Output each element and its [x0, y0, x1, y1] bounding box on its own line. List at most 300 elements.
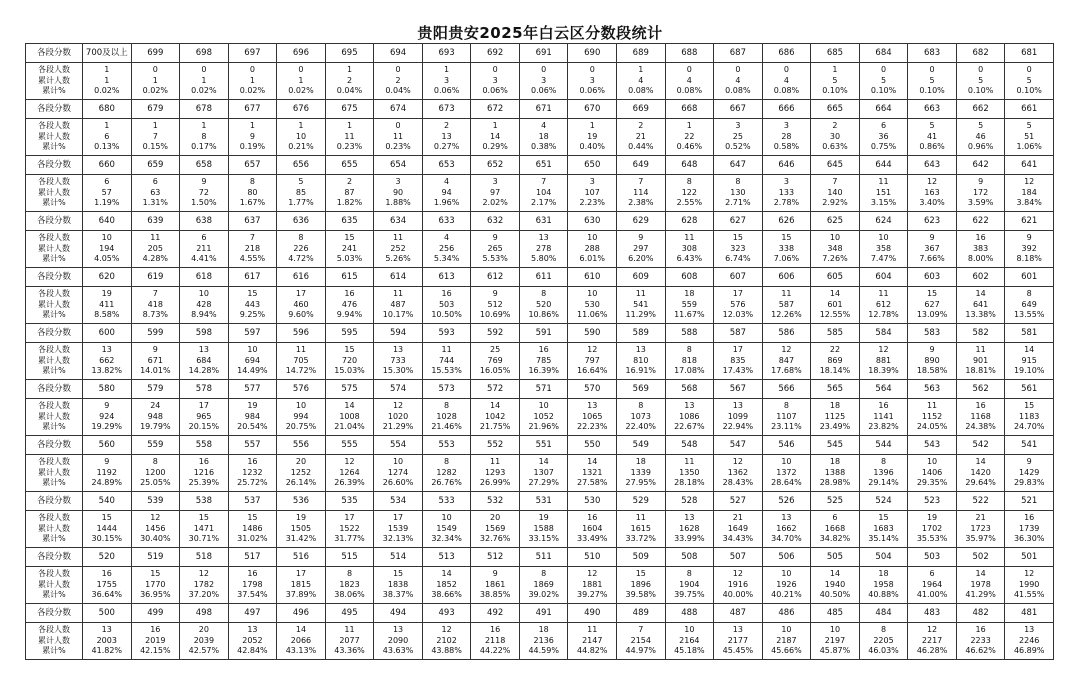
percent-value: 7.06% — [773, 254, 800, 264]
score-label-cell: 各段分数 — [26, 492, 83, 511]
count-value: 11 — [490, 457, 501, 467]
percent-value: 28.18% — [674, 478, 705, 488]
cumulative-value: 797 — [584, 355, 600, 365]
cumulative-value: 2118 — [484, 635, 506, 645]
score-cell: 584 — [859, 324, 908, 343]
data-cell — [325, 567, 374, 604]
count-value: 16 — [247, 457, 258, 467]
data-cell — [762, 119, 811, 156]
score-cell: 543 — [908, 436, 957, 455]
score-cell: 688 — [665, 44, 714, 63]
cumulative-label: 累计人数 — [38, 75, 70, 85]
data-cell — [228, 119, 277, 156]
score-cell: 541 — [1005, 436, 1054, 455]
data-cell — [811, 455, 860, 492]
count-value: 10 — [878, 233, 889, 243]
count-value: 0 — [395, 65, 401, 75]
count-value: 16 — [441, 289, 452, 299]
data-cell — [1005, 175, 1054, 212]
percent-value: 12.55% — [819, 310, 851, 320]
count-value: 9 — [104, 401, 110, 411]
cumulative-value: 1904 — [679, 579, 700, 589]
percent-value: 25.72% — [237, 478, 268, 488]
data-cell — [83, 175, 132, 212]
cumulative-value: 641 — [972, 299, 989, 309]
score-cell: 510 — [568, 548, 617, 567]
percent-value: 19.79% — [140, 422, 171, 432]
cumulative-label: 累计人数 — [38, 243, 70, 253]
cumulative-value: 924 — [99, 411, 115, 421]
score-cell: 586 — [762, 324, 811, 343]
score-cell: 536 — [277, 492, 326, 511]
percent-value: 4.41% — [191, 254, 217, 264]
data-cell — [519, 567, 568, 604]
cumulative-value: 1125 — [824, 411, 846, 421]
score-cell: 636 — [277, 212, 326, 231]
score-cell: 689 — [617, 44, 666, 63]
count-value: 8 — [541, 569, 547, 579]
cumulative-value: 10 — [295, 131, 307, 141]
cumulative-value: 2090 — [387, 635, 409, 645]
count-label: 各段人数 — [38, 457, 70, 467]
cumulative-value: 744 — [438, 355, 455, 365]
data-cell — [617, 399, 666, 436]
score-cell: 607 — [714, 268, 763, 287]
cumulative-value: 4 — [783, 75, 789, 85]
data-cell — [617, 511, 666, 548]
percent-value: 27.95% — [625, 478, 657, 488]
percent-value: 13.38% — [965, 310, 996, 320]
score-cell: 652 — [471, 156, 520, 175]
cumulative-value: 1 — [104, 75, 110, 85]
cumulative-value: 184 — [1021, 187, 1037, 197]
percent-value: 43.13% — [285, 646, 317, 656]
data-cell — [180, 63, 229, 100]
count-value: 6 — [152, 177, 158, 187]
cumulative-value: 114 — [633, 187, 649, 197]
percent-value: 0.75% — [870, 142, 897, 152]
percent-value: 3.40% — [919, 198, 945, 208]
cumulative-value: 662 — [99, 355, 115, 365]
score-cell: 562 — [956, 380, 1005, 399]
percent-value: 0.44% — [628, 142, 654, 152]
data-cell — [83, 511, 132, 548]
percent-value: 21.96% — [528, 422, 559, 432]
score-cell: 692 — [471, 44, 520, 63]
data-cell — [568, 455, 617, 492]
score-cell: 561 — [1005, 380, 1054, 399]
data-cell — [665, 343, 714, 380]
percent-value: 7.26% — [822, 254, 848, 264]
data-cell — [180, 287, 229, 324]
count-value: 1 — [104, 65, 110, 75]
count-value: 0 — [1026, 65, 1032, 75]
cumulative-value: 218 — [244, 243, 261, 253]
data-cell — [422, 399, 471, 436]
percent-value: 1.82% — [336, 198, 363, 208]
cumulative-value: 297 — [633, 243, 649, 253]
score-cell: 576 — [277, 380, 326, 399]
score-cell: 618 — [180, 268, 229, 287]
cumulative-value: 1362 — [727, 467, 749, 477]
score-cell: 597 — [228, 324, 277, 343]
score-cell: 638 — [180, 212, 229, 231]
cumulative-value: 733 — [390, 355, 406, 365]
data-cell — [325, 623, 374, 660]
percent-value: 7.66% — [919, 254, 945, 264]
score-cell: 555 — [325, 436, 374, 455]
data-cell — [180, 623, 229, 660]
cumulative-value: 1020 — [387, 411, 409, 421]
score-cell: 616 — [277, 268, 326, 287]
percent-value: 30.40% — [140, 534, 171, 544]
count-value: 7 — [541, 177, 547, 187]
cumulative-value: 1429 — [1019, 467, 1040, 477]
count-value: 3 — [783, 121, 789, 131]
percent-value: 31.77% — [334, 534, 365, 544]
score-cell: 496 — [277, 604, 326, 623]
percent-value: 8.00% — [967, 254, 994, 264]
count-value: 13 — [587, 401, 598, 411]
percent-value: 26.14% — [285, 478, 317, 488]
data-cell — [471, 567, 520, 604]
score-cell: 656 — [277, 156, 326, 175]
count-value: 24 — [150, 401, 161, 411]
cumulative-value: 1964 — [921, 579, 943, 589]
score-cell: 508 — [665, 548, 714, 567]
data-cell — [180, 119, 229, 156]
cumulative-value: 5 — [832, 75, 838, 85]
count-value: 11 — [344, 625, 355, 635]
percent-value: 0.17% — [191, 142, 217, 152]
score-cell: 663 — [908, 100, 957, 119]
percent-value: 0.02% — [288, 86, 314, 96]
count-value: 19 — [295, 513, 307, 523]
score-cell: 575 — [325, 380, 374, 399]
percent-value: 1.88% — [385, 198, 411, 208]
data-cell — [228, 175, 277, 212]
cumulative-value: 3 — [541, 75, 547, 85]
count-label: 各段人数 — [38, 625, 70, 635]
score-cell: 678 — [180, 100, 229, 119]
data-cell — [374, 343, 423, 380]
score-cell: 553 — [422, 436, 471, 455]
count-value: 21 — [732, 513, 743, 523]
percent-value: 0.86% — [919, 142, 945, 152]
data-cell — [568, 567, 617, 604]
percent-value: 17.68% — [771, 366, 802, 376]
count-value: 7 — [152, 289, 158, 299]
percent-value: 0.06% — [579, 86, 605, 96]
percent-value: 44.22% — [479, 646, 511, 656]
cumulative-value: 41 — [926, 131, 938, 141]
score-cell: 617 — [228, 268, 277, 287]
data-label-cell — [26, 63, 83, 100]
data-cell — [277, 231, 326, 268]
cumulative-value: 1823 — [339, 579, 360, 589]
cumulative-label: 累计人数 — [38, 467, 70, 477]
percent-value: 0.02% — [239, 86, 266, 96]
percent-value: 38.37% — [382, 590, 414, 600]
percent-value: 27.29% — [528, 478, 559, 488]
percent-value: 9.60% — [288, 310, 314, 320]
count-value: 5 — [929, 121, 935, 131]
count-value: 12 — [441, 625, 452, 635]
score-cell: 624 — [859, 212, 908, 231]
cumulative-value: 1702 — [921, 523, 943, 533]
data-cell — [325, 175, 374, 212]
data-cell — [859, 119, 908, 156]
count-value: 9 — [978, 177, 984, 187]
data-cell — [325, 343, 374, 380]
data-cell — [519, 287, 568, 324]
score-cell: 660 — [83, 156, 132, 175]
score-cell: 604 — [859, 268, 908, 287]
percent-value: 22.67% — [674, 422, 705, 432]
data-cell — [422, 567, 471, 604]
percent-value: 5.80% — [530, 254, 557, 264]
cumulative-value: 211 — [196, 243, 212, 253]
data-cell — [471, 175, 520, 212]
count-value: 16 — [587, 513, 598, 523]
data-cell — [859, 343, 908, 380]
data-cell — [859, 231, 908, 268]
score-cell: 669 — [617, 100, 666, 119]
percent-value: 30.71% — [188, 534, 220, 544]
cumulative-value: 80 — [247, 187, 258, 197]
cumulative-value: 2003 — [96, 635, 117, 645]
cumulative-value: 1861 — [484, 579, 506, 589]
count-value: 10 — [829, 233, 841, 243]
count-value: 3 — [395, 177, 401, 187]
percent-value: 44.82% — [576, 646, 608, 656]
data-cell — [519, 175, 568, 212]
cumulative-value: 1307 — [533, 467, 554, 477]
percent-label: 累计% — [42, 142, 66, 152]
percent-label: 累计% — [42, 310, 66, 320]
data-cell — [956, 343, 1005, 380]
data-cell — [617, 623, 666, 660]
percent-value: 0.08% — [725, 86, 751, 96]
count-value: 15 — [247, 289, 258, 299]
count-data-row — [26, 343, 1054, 380]
percent-value: 18.58% — [916, 366, 948, 376]
score-cell: 662 — [956, 100, 1005, 119]
percent-value: 0.63% — [822, 142, 848, 152]
cumulative-value: 19 — [587, 131, 598, 141]
count-value: 14 — [295, 625, 307, 635]
count-value: 10 — [198, 289, 209, 299]
data-cell — [228, 567, 277, 604]
score-cell: 482 — [956, 604, 1005, 623]
cumulative-value: 72 — [198, 187, 209, 197]
score-cell: 563 — [908, 380, 957, 399]
cumulative-value: 1770 — [145, 579, 166, 589]
score-cell: 640 — [83, 212, 132, 231]
score-cell: 502 — [956, 548, 1005, 567]
score-cell: 623 — [908, 212, 957, 231]
count-value: 13 — [101, 345, 112, 355]
score-cell: 632 — [471, 212, 520, 231]
data-cell — [956, 623, 1005, 660]
percent-value: 1.50% — [191, 198, 217, 208]
data-cell — [83, 343, 132, 380]
score-cell: 648 — [665, 156, 714, 175]
percent-value: 10.50% — [431, 310, 462, 320]
cumulative-value: 965 — [196, 411, 212, 421]
data-cell — [422, 287, 471, 324]
data-cell — [859, 287, 908, 324]
percent-value: 30.15% — [91, 534, 123, 544]
score-cell: 579 — [131, 380, 180, 399]
score-cell: 582 — [956, 324, 1005, 343]
count-value: 6 — [929, 569, 935, 579]
count-value: 0 — [541, 65, 547, 75]
percent-value: 32.76% — [479, 534, 511, 544]
count-value: 8 — [783, 401, 789, 411]
score-cell: 655 — [325, 156, 374, 175]
count-value: 11 — [878, 289, 889, 299]
cumulative-value: 8 — [201, 131, 207, 141]
data-cell — [422, 343, 471, 380]
cumulative-label: 累计人数 — [38, 411, 70, 421]
score-cell: 690 — [568, 44, 617, 63]
percent-value: 0.10% — [822, 86, 848, 96]
data-cell — [714, 399, 763, 436]
cumulative-value: 705 — [293, 355, 309, 365]
score-cell: 564 — [859, 380, 908, 399]
data-cell — [83, 567, 132, 604]
data-cell — [568, 343, 617, 380]
cumulative-value: 107 — [584, 187, 600, 197]
count-value: 12 — [344, 457, 355, 467]
score-cell: 626 — [762, 212, 811, 231]
percent-value: 2.02% — [482, 198, 508, 208]
percent-value: 1.31% — [142, 198, 169, 208]
count-value: 11 — [392, 289, 404, 299]
count-value: 17 — [295, 569, 307, 579]
score-cell: 530 — [568, 492, 617, 511]
data-cell — [228, 231, 277, 268]
data-cell — [277, 63, 326, 100]
percent-value: 0.29% — [482, 142, 508, 152]
cumulative-value: 418 — [147, 299, 163, 309]
score-cell: 517 — [228, 548, 277, 567]
score-cell: 603 — [908, 268, 957, 287]
count-value: 1 — [589, 121, 595, 131]
percent-value: 33.72% — [625, 534, 657, 544]
count-value: 14 — [829, 289, 841, 299]
data-cell — [277, 623, 326, 660]
percent-value: 0.19% — [239, 142, 266, 152]
data-cell — [811, 119, 860, 156]
cumulative-value: 1662 — [776, 523, 797, 533]
score-cell: 549 — [617, 436, 666, 455]
data-cell — [908, 343, 957, 380]
count-value: 15 — [635, 569, 646, 579]
score-cell: 581 — [1005, 324, 1054, 343]
count-value: 18 — [829, 401, 841, 411]
count-value: 14 — [829, 569, 841, 579]
data-cell — [422, 63, 471, 100]
count-value: 13 — [684, 513, 695, 523]
cumulative-value: 163 — [924, 187, 940, 197]
data-cell — [277, 455, 326, 492]
cumulative-value: 810 — [633, 355, 649, 365]
count-value: 12 — [198, 569, 209, 579]
score-cell: 598 — [180, 324, 229, 343]
percent-value: 2.92% — [822, 198, 848, 208]
cumulative-value: 1628 — [679, 523, 700, 533]
cumulative-value: 984 — [244, 411, 261, 421]
cumulative-value: 476 — [341, 299, 358, 309]
count-value: 12 — [1024, 569, 1035, 579]
data-cell — [811, 567, 860, 604]
score-cell: 643 — [908, 156, 957, 175]
score-cell: 625 — [811, 212, 860, 231]
score-cell: 668 — [665, 100, 714, 119]
count-label: 各段人数 — [38, 569, 70, 579]
cumulative-value: 3 — [444, 75, 450, 85]
data-cell — [908, 119, 957, 156]
score-cell: 677 — [228, 100, 277, 119]
count-value: 8 — [152, 457, 158, 467]
count-value: 16 — [538, 345, 549, 355]
data-cell — [180, 231, 229, 268]
data-cell — [1005, 287, 1054, 324]
data-cell — [180, 343, 229, 380]
percent-value: 0.10% — [919, 86, 945, 96]
percent-value: 26.99% — [479, 478, 511, 488]
percent-value: 40.88% — [868, 590, 899, 600]
percent-value: 0.10% — [870, 86, 897, 96]
cumulative-value: 2205 — [873, 635, 894, 645]
score-cell: 500 — [83, 604, 132, 623]
score-header-row — [26, 156, 1054, 175]
count-value: 10 — [101, 233, 112, 243]
data-cell — [908, 511, 957, 548]
data-cell — [325, 287, 374, 324]
count-data-row — [26, 63, 1054, 100]
percent-value: 37.20% — [188, 590, 220, 600]
data-cell — [762, 231, 811, 268]
data-cell — [228, 287, 277, 324]
percent-value: 26.60% — [382, 478, 414, 488]
data-cell — [374, 63, 423, 100]
data-cell — [714, 511, 763, 548]
cumulative-value: 1723 — [970, 523, 991, 533]
score-cell: 580 — [83, 380, 132, 399]
count-label: 各段人数 — [38, 401, 70, 411]
count-value: 1 — [686, 121, 692, 131]
count-value: 10 — [781, 569, 792, 579]
score-cell: 535 — [325, 492, 374, 511]
percent-value: 8.58% — [94, 310, 120, 320]
count-value: 9 — [1026, 233, 1032, 243]
score-cell: 681 — [1005, 44, 1054, 63]
score-cell: 571 — [519, 380, 568, 399]
score-cell: 560 — [83, 436, 132, 455]
data-cell — [325, 119, 374, 156]
data-cell — [519, 511, 568, 548]
score-cell: 511 — [519, 548, 568, 567]
percent-value: 34.82% — [819, 534, 851, 544]
data-cell — [519, 623, 568, 660]
data-cell — [956, 511, 1005, 548]
data-cell — [1005, 455, 1054, 492]
percent-value: 14.72% — [285, 366, 317, 376]
percent-value: 33.15% — [528, 534, 559, 544]
